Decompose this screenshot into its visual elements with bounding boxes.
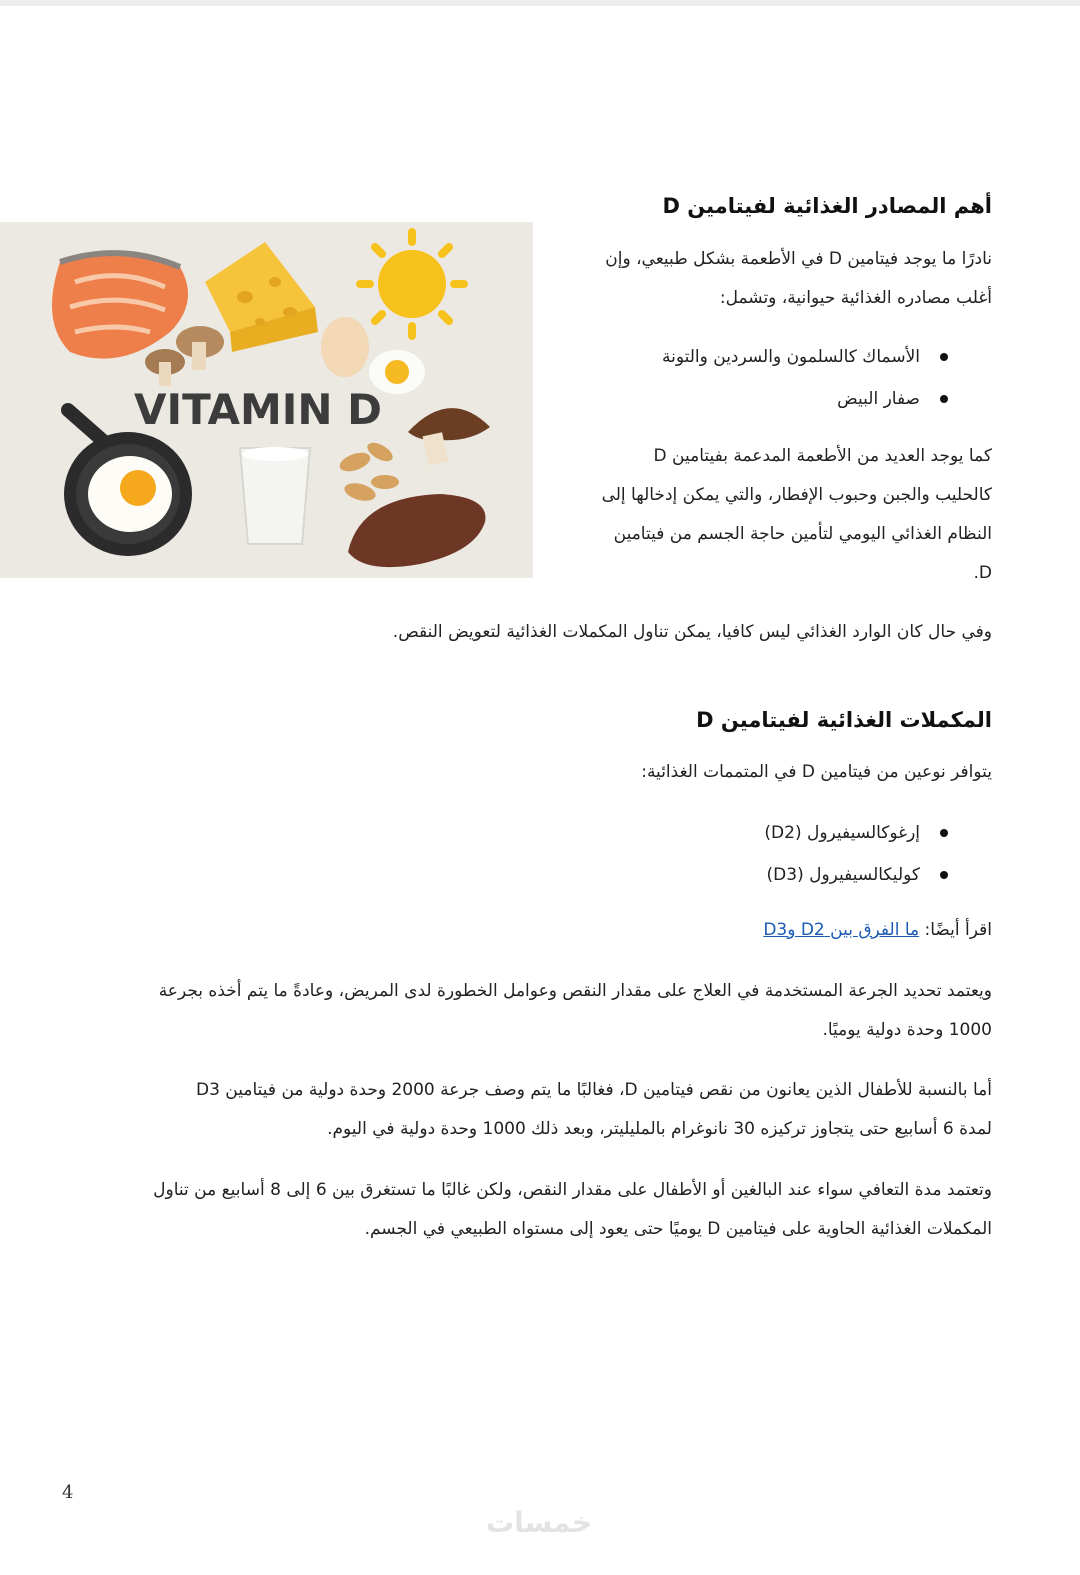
section-heading-supplements: المكملات الغذائية لفيتامين D xyxy=(696,708,992,732)
page-number: 4 xyxy=(62,1482,74,1503)
list-item: الأسماك كالسلمون والسردين والتونة xyxy=(542,336,992,378)
vitamin-d-label: VITAMIN D xyxy=(133,385,383,434)
read-also-label: اقرأ أيضًا: xyxy=(919,920,992,940)
intro-line-1: نادرًا ما يوجد فيتامين D في الأطعمة بشكل طبيعي، وإن xyxy=(605,249,992,269)
milk-glass-icon xyxy=(240,447,310,544)
dose-paragraph-adults xyxy=(52,972,992,1050)
bullet-dot xyxy=(940,395,948,403)
read-also-link[interactable]: ما الفرق بين D2 وD3 xyxy=(763,920,920,940)
supplement-note: وفي حال كان الوارد الغذائي ليس كافيا، يمكن تناول المكملات الغذائية لتعويض النقص. xyxy=(392,622,992,642)
dose-p1-line-1: ويعتمد تحديد الجرعة المستخدمة في العلاج على مقدار النقص وعوامل الخطورة لدى المريض، وعادةً ما يتم أخذه بجرعة xyxy=(158,981,992,1001)
dose-p3-line-1: وتعتمد مدة التعافي سواء عند البالغين أو الأطفال على مقدار النقص، ولكن غالبًا ما تستغرق بين 6 إلى 8 أسابيع من تناول xyxy=(153,1180,992,1200)
dose-paragraph-children xyxy=(52,1071,992,1149)
recovery-paragraph xyxy=(52,1171,992,1249)
fortified-line-2: كالحليب والجبن وحبوب الإفطار، والتي يمكن إدخالها إلى xyxy=(601,485,992,505)
dose-p1-line-2: 1000 وحدة دولية يوميًا. xyxy=(822,1020,992,1040)
dose-p3-line-2: المكملات الغذائية الحاوية على فيتامين D يوميًا حتى يعود إلى مستواه الطبيعي في الجسم. xyxy=(364,1219,992,1239)
vitamin-d-foods-image xyxy=(0,222,533,578)
list-item: كوليكالسيفيرول (D3) xyxy=(542,854,992,896)
dose-p2-line-1: أما بالنسبة للأطفال الذين يعانون من نقص فيتامين D، فغالبًا ما يتم وصف جرعة 2000 وحدة دولية من فيتامين D3 xyxy=(195,1080,992,1100)
bullet-dot xyxy=(940,871,948,879)
egg-icon xyxy=(321,317,369,377)
fortified-foods-paragraph xyxy=(542,437,992,593)
fortified-line-1: كما يوجد العديد من الأطعمة المدعمة بفيتامين D xyxy=(653,446,992,466)
food-sources-list xyxy=(542,336,992,420)
intro-paragraph xyxy=(542,240,992,318)
supplement-types-list xyxy=(542,812,992,896)
intro-line-2: أغلب مصادره الغذائية حيوانية، وتشمل: xyxy=(719,288,992,308)
read-also-line xyxy=(52,911,992,950)
fortified-line-4: D. xyxy=(973,563,992,583)
list-item: إرغوكالسيفيرول (D2) xyxy=(542,812,992,854)
supplements-intro: يتوافر نوعين من فيتامين D في المتممات الغذائية: xyxy=(641,762,992,782)
bullet-dot xyxy=(940,353,948,361)
bullet-dot xyxy=(940,829,948,837)
list-item: صفار البيض xyxy=(542,378,992,420)
watermark-logo: خمسات xyxy=(485,1506,593,1539)
fortified-line-3: النظام الغذائي اليومي لتأمين حاجة الجسم من فيتامين xyxy=(613,524,992,544)
section-heading-food-sources: أهم المصادر الغذائية لفيتامين D xyxy=(662,194,992,218)
dose-p2-line-2: لمدة 6 أسابيع حتى يتجاوز تركيزه 30 نانوغرام بالمليليتر، وبعد ذلك 1000 وحدة دولية في اليوم. xyxy=(327,1119,992,1139)
